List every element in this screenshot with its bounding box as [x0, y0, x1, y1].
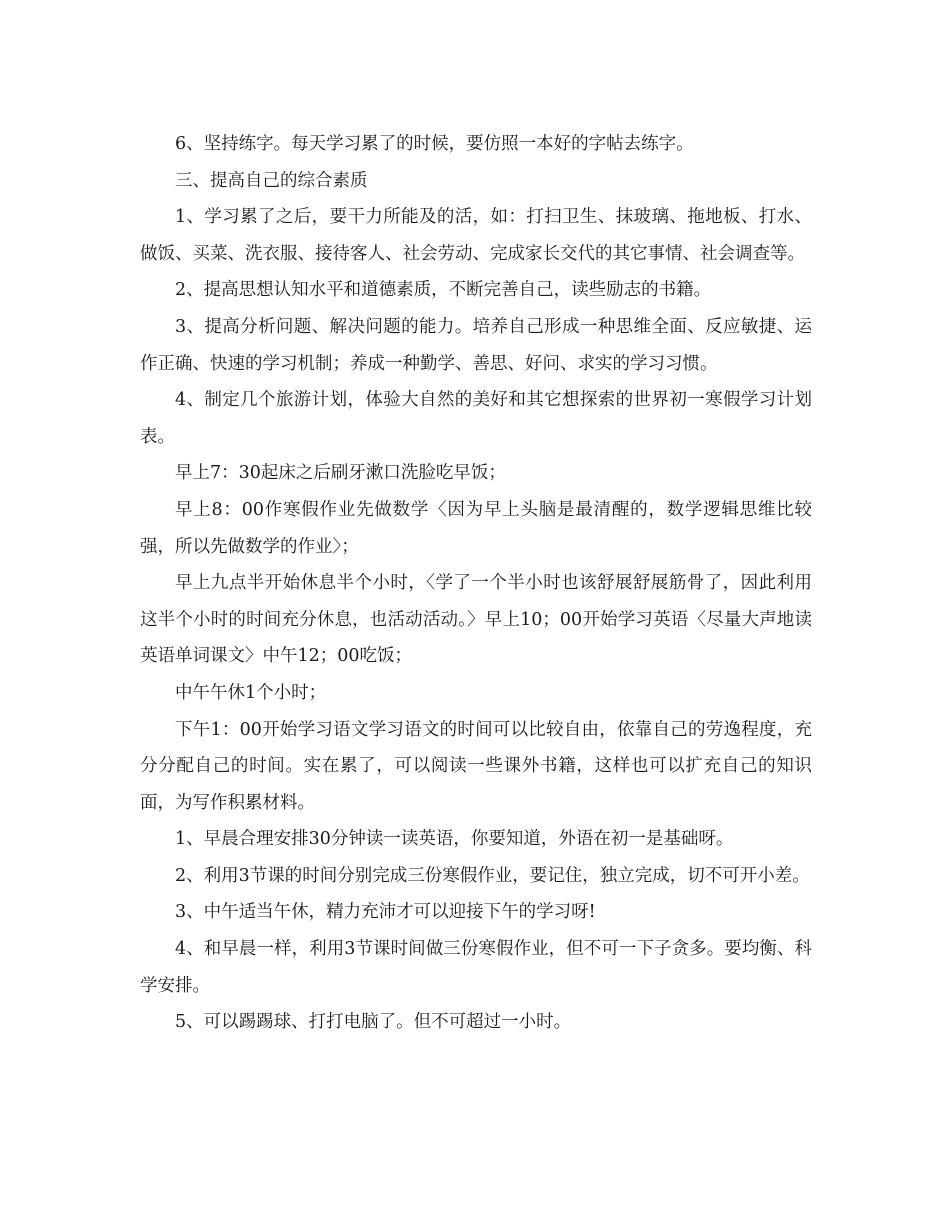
tip-item-5: 5、可以踢踢球、打打电脑了。但不可超过一小时。 [175, 1012, 572, 1033]
paragraph-travel-plan: 4、制定几个旅游计划，体验大自然的美好和其它想探索的世界初一寒假学习计划表。 [140, 390, 812, 447]
paragraph-housework: 1、学习累了之后，要干力所能及的活，如：打扫卫生、抹玻璃、拖地板、打水、做饭、买菜、洗衣服、接待客人、社会劳动、完成家长交代的其它事情、社会调查等。 [140, 207, 812, 264]
schedule-item-1300: 下午1：00开始学习语文学习语文的时间可以比较自由，依靠自己的劳逸程度，充分分配自己的时间。实在累了，可以阅读一些课外书籍，这样也可以扩充自己的知识面，为写作积累材料。 [140, 719, 812, 813]
tip-item-3: 3、中午适当午休，精力充沛才可以迎接下午的学习呀! [175, 902, 596, 923]
schedule-item-noon-rest: 中午午休1个小时； [175, 682, 327, 703]
section-heading-overall-quality: 三、提高自己的综合素质 [175, 170, 368, 191]
paragraph-moral-quality: 2、提高思想认知水平和道德素质，不断完善自己，读些励志的书籍。 [175, 280, 712, 301]
tip-item-2: 2、利用3节课的时间分别完成三份寒假作业，要记住，独立完成，切不可开小差。 [175, 865, 810, 886]
tip-item-1: 1、早晨合理安排30分钟读一读英语，你要知道，外语在初一是基础呀。 [175, 829, 734, 850]
paragraph-practice-calligraphy: 6、坚持练字。每天学习累了的时候，要仿照一本好的字帖去练字。 [175, 134, 694, 154]
document-body [140, 126, 812, 1041]
schedule-item-0800: 早上8：00作寒假作业先做数学〈因为早上头脑是最清醒的，数学逻辑思维比较强，所以先做数学的作业〉； [140, 499, 812, 557]
tip-item-4: 4、和早晨一样，利用3节课时间做三份寒假作业，但不可一下子贪多。要均衡、科学安排。 [140, 939, 812, 996]
paragraph-problem-solving: 3、提高分析问题、解决问题的能力。培养自己形成一种思维全面、反应敏捷、运作正确、快速的学习机制；养成一种勤学、善思、好问、求实的学习习惯。 [140, 316, 812, 374]
schedule-item-0730: 早上7：30起床之后刷牙漱口洗脸吃早饭； [175, 463, 506, 484]
schedule-item-0930: 早上九点半开始休息半个小时，〈学了一个半小时也该舒展舒展筋骨了，因此利用这半个小时的时间充分休息，也活动活动。〉早上10；00开始学习英语〈尽量大声地读英语单词课文〉中午12；00吃饭； [140, 573, 812, 667]
